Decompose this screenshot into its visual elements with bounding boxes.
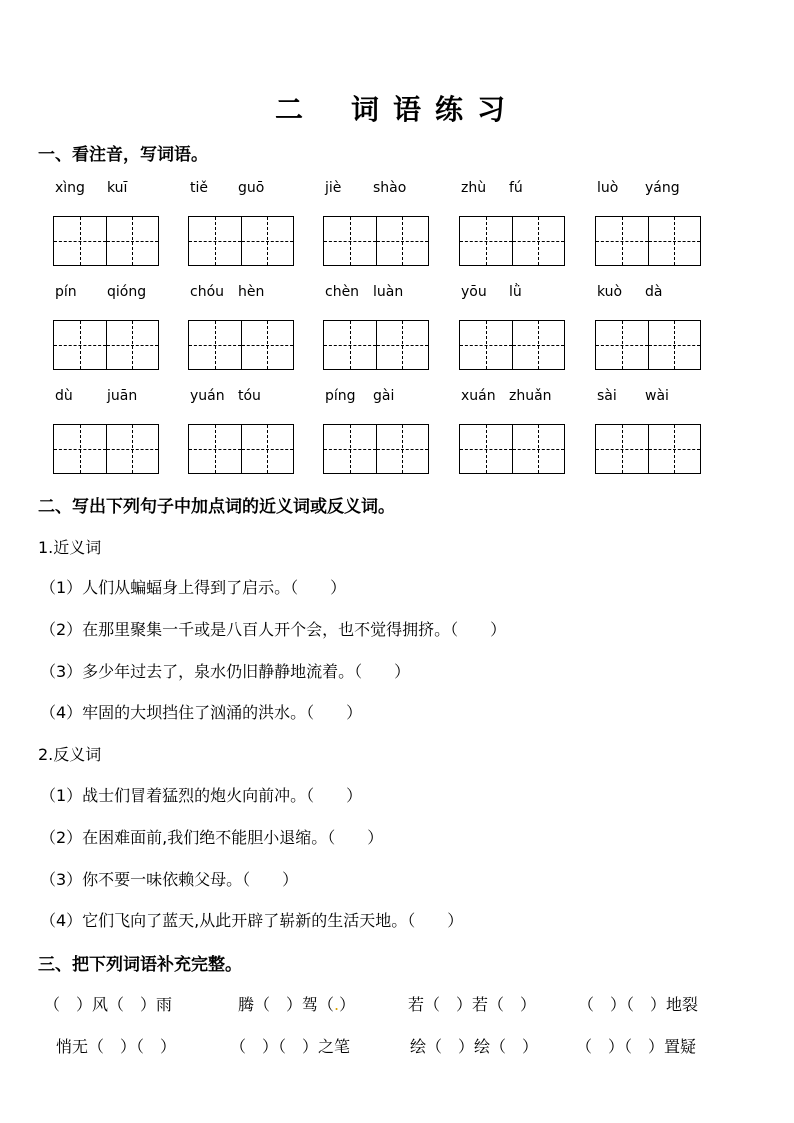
antonym-question-4: （4）它们飞向了蓝天,从此开辟了崭新的生活天地。（ ） bbox=[40, 911, 464, 930]
writing-grid[interactable] bbox=[459, 424, 565, 474]
writing-grid[interactable] bbox=[595, 216, 701, 266]
writing-cell[interactable] bbox=[107, 217, 159, 265]
writing-cell[interactable] bbox=[54, 321, 107, 369]
idiom-6: （ ）（ ）之笔 bbox=[230, 1037, 351, 1056]
writing-grid[interactable] bbox=[459, 320, 565, 370]
pinyin-syllable: gài bbox=[373, 388, 395, 404]
writing-cell[interactable] bbox=[460, 425, 513, 473]
pinyin-label bbox=[325, 180, 406, 196]
pinyin-label bbox=[55, 180, 127, 196]
writing-grid[interactable] bbox=[323, 424, 429, 474]
writing-cell[interactable] bbox=[242, 217, 294, 265]
writing-cell[interactable] bbox=[107, 425, 159, 473]
title-number: 二 bbox=[274, 93, 317, 126]
writing-grid[interactable] bbox=[53, 424, 159, 474]
writing-cell[interactable] bbox=[54, 425, 107, 473]
pinyin-syllable: chóu bbox=[190, 284, 225, 300]
pinyin-syllable: dà bbox=[645, 284, 663, 300]
writing-cell[interactable] bbox=[596, 217, 649, 265]
writing-grid[interactable] bbox=[323, 320, 429, 370]
pinyin-syllable: qióng bbox=[107, 284, 147, 300]
writing-cell[interactable] bbox=[649, 425, 701, 473]
writing-grid[interactable] bbox=[188, 216, 294, 266]
idiom-5: 悄无（ ）（ ） bbox=[56, 1037, 177, 1056]
writing-cell[interactable] bbox=[377, 321, 429, 369]
pinyin-syllable: yáng bbox=[645, 180, 680, 196]
pinyin-syllable: dù bbox=[55, 388, 73, 404]
pinyin-syllable: kuò bbox=[597, 284, 623, 300]
writing-cell[interactable] bbox=[596, 425, 649, 473]
pinyin-label bbox=[190, 180, 264, 196]
pinyin-label bbox=[461, 388, 552, 404]
writing-cell[interactable] bbox=[513, 217, 565, 265]
writing-cell[interactable] bbox=[513, 321, 565, 369]
pinyin-syllable: píng bbox=[325, 388, 356, 404]
writing-cell[interactable] bbox=[649, 321, 701, 369]
page-title bbox=[0, 88, 794, 128]
idiom-1: （ ）风（ ）雨 bbox=[44, 995, 173, 1014]
pinyin-syllable: yōu bbox=[461, 284, 487, 300]
writing-cell[interactable] bbox=[460, 217, 513, 265]
writing-cell[interactable] bbox=[324, 217, 377, 265]
pinyin-label bbox=[325, 388, 394, 404]
idiom-8: （ ）（ ）置疑 bbox=[576, 1037, 697, 1056]
writing-grid[interactable] bbox=[188, 320, 294, 370]
pinyin-label bbox=[55, 284, 146, 300]
pinyin-label bbox=[461, 180, 523, 196]
synonym-question-3: （3）多少年过去了，泉水仍旧静静地流着。（ ） bbox=[40, 662, 411, 681]
pinyin-syllable: jiè bbox=[325, 180, 342, 196]
writing-cell[interactable] bbox=[324, 321, 377, 369]
synonym-question-4: （4）牢固的大坝挡住了汹涌的洪水。（ ） bbox=[40, 703, 363, 722]
pinyin-syllable: luò bbox=[597, 180, 619, 196]
writing-grid[interactable] bbox=[53, 320, 159, 370]
pinyin-label bbox=[190, 284, 264, 300]
writing-cell[interactable] bbox=[54, 217, 107, 265]
idiom-3: 若（ ）若（ ） bbox=[408, 995, 537, 1014]
writing-grid[interactable] bbox=[459, 216, 565, 266]
pinyin-syllable: fú bbox=[509, 180, 523, 196]
pinyin-syllable: xìng bbox=[55, 180, 85, 196]
pinyin-syllable: tóu bbox=[238, 388, 261, 404]
writing-cell[interactable] bbox=[460, 321, 513, 369]
pinyin-syllable: zhù bbox=[461, 180, 487, 196]
pinyin-label bbox=[190, 388, 261, 404]
writing-cell[interactable] bbox=[377, 217, 429, 265]
antonym-question-2: （2）在困难面前,我们绝不能胆小退缩。（ ） bbox=[40, 828, 384, 847]
writing-grid[interactable] bbox=[595, 424, 701, 474]
writing-grid[interactable] bbox=[53, 216, 159, 266]
writing-cell[interactable] bbox=[242, 425, 294, 473]
emphasis-dot: . bbox=[334, 995, 340, 1014]
synonym-question-1: （1）人们从蝙蝠身上得到了启示。（ ） bbox=[40, 578, 347, 597]
pinyin-syllable: sài bbox=[597, 388, 617, 404]
idiom-7: 绘（ ）绘（ ） bbox=[410, 1037, 539, 1056]
pinyin-label bbox=[55, 388, 137, 404]
idiom-2-part: 腾（ ）驾（ bbox=[238, 995, 335, 1014]
pinyin-label bbox=[461, 284, 522, 300]
writing-cell[interactable] bbox=[596, 321, 649, 369]
pinyin-syllable: tiě bbox=[190, 180, 208, 196]
writing-cell[interactable] bbox=[377, 425, 429, 473]
pinyin-syllable: wài bbox=[645, 388, 669, 404]
pinyin-label bbox=[325, 284, 403, 300]
writing-cell[interactable] bbox=[189, 321, 242, 369]
title-text: 词语练习 bbox=[351, 93, 520, 126]
antonym-question-3: （3）你不要一味依赖父母。（ ） bbox=[40, 870, 299, 889]
section3-heading: 三、把下列词语补充完整。 bbox=[38, 955, 242, 975]
writing-cell[interactable] bbox=[107, 321, 159, 369]
section2-heading: 二、写出下列句子中加点词的近义词或反义词。 bbox=[38, 497, 395, 517]
pinyin-label bbox=[597, 284, 662, 300]
pinyin-syllable: xuán bbox=[461, 388, 496, 404]
pinyin-syllable: lǜ bbox=[509, 284, 522, 300]
pinyin-syllable: juān bbox=[107, 388, 138, 404]
writing-cell[interactable] bbox=[189, 217, 242, 265]
pinyin-syllable: yuán bbox=[190, 388, 225, 404]
writing-grid[interactable] bbox=[323, 216, 429, 266]
writing-grid[interactable] bbox=[595, 320, 701, 370]
writing-cell[interactable] bbox=[242, 321, 294, 369]
section1-heading: 一、看注音，写词语。 bbox=[38, 145, 208, 165]
writing-cell[interactable] bbox=[189, 425, 242, 473]
writing-grid[interactable] bbox=[188, 424, 294, 474]
writing-cell[interactable] bbox=[513, 425, 565, 473]
idiom-2-end: ） bbox=[339, 995, 356, 1014]
pinyin-syllable: shào bbox=[373, 180, 407, 196]
writing-cell[interactable] bbox=[324, 425, 377, 473]
pinyin-syllable: guō bbox=[238, 180, 265, 196]
synonym-question-2: （2）在那里聚集一千或是八百人开个会，也不觉得拥挤。（ ） bbox=[40, 620, 507, 639]
pinyin-syllable: kuī bbox=[107, 180, 128, 196]
pinyin-syllable: hèn bbox=[238, 284, 265, 300]
writing-cell[interactable] bbox=[649, 217, 701, 265]
pinyin-syllable: pín bbox=[55, 284, 77, 300]
antonym-label: 2.反义词 bbox=[38, 745, 102, 764]
pinyin-syllable: chèn bbox=[325, 284, 360, 300]
pinyin-label bbox=[597, 388, 669, 404]
antonym-question-1: （1）战士们冒着猛烈的炮火向前冲。（ ） bbox=[40, 786, 363, 805]
pinyin-syllable: zhuǎn bbox=[509, 388, 552, 404]
idiom-2 bbox=[238, 992, 355, 1015]
pinyin-syllable: luàn bbox=[373, 284, 404, 300]
idiom-4: （ ）（ ）地裂 bbox=[578, 995, 699, 1014]
synonym-label: 1.近义词 bbox=[38, 538, 102, 557]
pinyin-label bbox=[597, 180, 680, 196]
